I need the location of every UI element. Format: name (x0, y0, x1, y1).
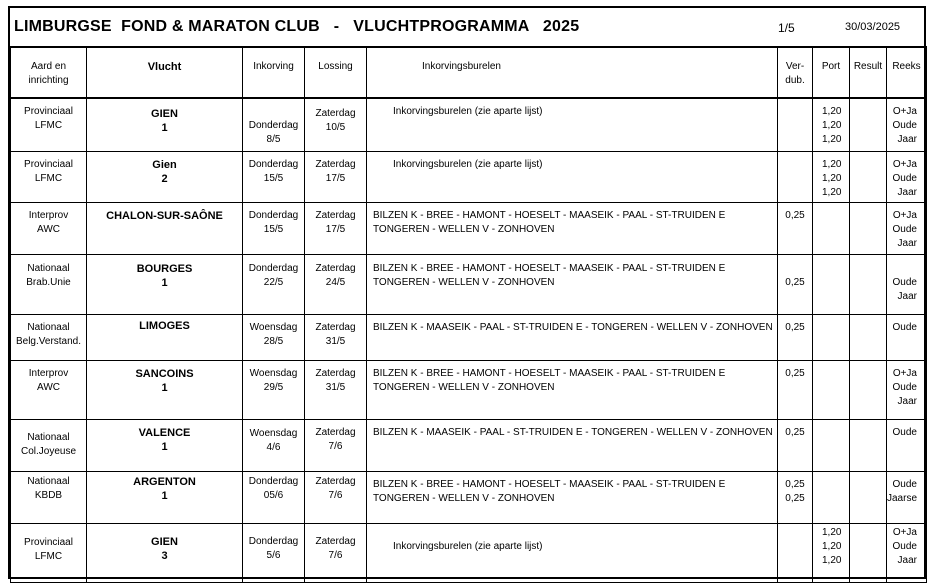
cell-burelen-line: TONGEREN - WELLEN V - ZONHOVEN (373, 224, 555, 235)
cell-reeks-line: O+Ja (892, 210, 917, 221)
cell-port (813, 152, 850, 203)
cell-lossing-line: Zaterdag (315, 427, 356, 438)
cell-aard (11, 420, 87, 472)
cell-vlucht-line: SANCOINS (135, 368, 194, 380)
cell-inkorving (243, 255, 305, 315)
cell-port-line: 1,20 (822, 105, 842, 117)
cell-burelen-line: BILZEN K - MAASEIK - PAAL - ST-TRUIDEN E - TONGEREN - WELLEN V - ZONHOVEN (373, 322, 773, 333)
cell-burelen (367, 203, 778, 255)
cell-burelen-line: BILZEN K - MAASEIK - PAAL - ST-TRUIDEN E - TONGEREN - WELLEN V - ZONHOVEN (373, 427, 773, 438)
cell-verdub (778, 152, 813, 203)
cell-verdub (778, 420, 813, 472)
cell-verdub-line (778, 262, 812, 276)
cell-reeks-line: Oude (892, 382, 917, 393)
cell-vlucht (87, 152, 243, 203)
table-row (11, 203, 927, 255)
cell-reeks (887, 203, 927, 255)
cell-reeks-line: Jaar (897, 133, 917, 145)
cell-reeks-line: O+Ja (892, 527, 917, 538)
cell-aard-line: Nationaal (27, 322, 70, 333)
cell-verdub (778, 315, 813, 361)
cell-aard (11, 203, 87, 255)
page-number: 1/5 (778, 21, 795, 35)
cell-verdub (778, 98, 813, 152)
document-date: 30/03/2025 (845, 21, 901, 33)
cell-reeks-line: Jaar (897, 238, 917, 249)
cell-port-line: 1,20 (822, 133, 842, 145)
cell-vlucht-line: VALENCE (138, 427, 191, 439)
cell-burelen-line: Inkorvingsburelen (zie aparte lijst) (393, 541, 543, 552)
cell-inkorving-line: 22/5 (263, 277, 284, 288)
col-vlucht: Vlucht (87, 47, 243, 98)
cell-aard-line: LFMC (34, 173, 63, 184)
cell-aard-line: AWC (37, 382, 60, 393)
cell-lossing-line: Zaterdag (315, 322, 356, 333)
cell-aard-line: Interprov (28, 368, 69, 379)
table-row (11, 152, 927, 203)
title-bar (10, 8, 924, 48)
cell-reeks-line: Jaar (897, 291, 917, 302)
cell-aard (11, 315, 87, 361)
cell-inkorving (243, 98, 305, 152)
cell-reeks-line: Jaar (897, 396, 917, 407)
cell-lossing-line: 24/5 (325, 277, 346, 288)
cell-vlucht-line: Gien (152, 159, 177, 171)
cell-lossing-line: 17/5 (325, 224, 346, 235)
cell-vlucht-line: 1 (161, 490, 168, 502)
cell-lossing (305, 361, 367, 420)
cell-aard-line: Interprov (28, 210, 69, 221)
col-reeks: Reeks (887, 47, 927, 98)
cell-vlucht-line: 2 (161, 173, 168, 185)
cell-vlucht-line: 3 (161, 550, 168, 562)
cell-aard-line: Col.Joyeuse (20, 446, 77, 457)
table-row (11, 98, 927, 152)
cell-inkorving-line: Donderdag (248, 159, 299, 170)
cell-burelen-line: TONGEREN - WELLEN V - ZONHOVEN (373, 493, 555, 504)
cell-result (850, 420, 887, 472)
cell-reeks (887, 524, 927, 583)
cell-result (850, 361, 887, 420)
cell-inkorving (243, 315, 305, 361)
cell-lossing-line: 31/5 (325, 336, 346, 347)
cell-port-line: 1,20 (822, 187, 842, 198)
cell-aard-line: LFMC (34, 551, 63, 562)
table-row (11, 361, 927, 420)
cell-lossing (305, 98, 367, 152)
cell-verdub (778, 203, 813, 255)
cell-result (850, 472, 887, 524)
cell-port-line: 1,20 (822, 541, 842, 552)
cell-inkorving (243, 152, 305, 203)
col-verdub-line1: Ver- (785, 61, 805, 72)
cell-verdub-line: 0,25 (785, 368, 805, 379)
cell-vlucht (87, 361, 243, 420)
col-port: Port (813, 47, 850, 98)
col-aard-line2: inrichting (28, 75, 69, 86)
cell-lossing-line: Zaterdag (315, 476, 356, 487)
cell-vlucht-line: GIEN (151, 107, 178, 120)
table-row (11, 472, 927, 524)
cell-aard-line: Provinciaal (24, 159, 73, 170)
cell-burelen (367, 472, 778, 524)
cell-verdub-line: 0,25 (785, 210, 805, 221)
cell-result (850, 315, 887, 361)
cell-reeks-line: Oude (892, 224, 917, 235)
cell-reeks-line: Jaar (897, 187, 917, 198)
col-verdub-line2: dub. (785, 75, 805, 86)
cell-aard (11, 472, 87, 524)
cell-burelen-line: Inkorvingsburelen (zie aparte lijst) (393, 105, 543, 117)
cell-vlucht-line: 1 (161, 382, 168, 394)
cell-lossing-line: Zaterdag (315, 210, 356, 221)
cell-vlucht (87, 98, 243, 152)
cell-vlucht-line: 1 (161, 441, 168, 453)
cell-vlucht-line: GIEN (151, 536, 178, 548)
cell-lossing (305, 472, 367, 524)
cell-verdub (778, 472, 813, 524)
cell-reeks-line: Oude (892, 173, 917, 184)
table-row (11, 524, 927, 583)
cell-aard-line: AWC (37, 224, 60, 235)
cell-inkorving-line: Donderdag (248, 210, 299, 221)
cell-result (850, 524, 887, 583)
cell-burelen-line: BILZEN K - BREE - HAMONT - HOESELT - MAASEIK - PAAL - ST-TRUIDEN E (373, 479, 726, 490)
cell-port-line: 1,20 (822, 527, 842, 538)
cell-burelen (367, 152, 778, 203)
cell-verdub (778, 361, 813, 420)
cell-inkorving (243, 361, 305, 420)
cell-lossing-line: 7/6 (328, 490, 343, 501)
cell-lossing (305, 203, 367, 255)
cell-reeks (887, 152, 927, 203)
cell-lossing (305, 524, 367, 583)
cell-result (850, 203, 887, 255)
cell-aard-line: LFMC (34, 119, 63, 131)
cell-burelen-line: BILZEN K - BREE - HAMONT - HOESELT - MAASEIK - PAAL - ST-TRUIDEN E (373, 263, 726, 274)
cell-reeks (887, 361, 927, 420)
table-row (11, 255, 927, 315)
col-inkorving: Inkorving (243, 47, 305, 98)
col-aard-line1: Aard en (30, 61, 67, 72)
cell-verdub (778, 255, 813, 315)
cell-vlucht-line: 1 (161, 121, 168, 134)
cell-aard (11, 98, 87, 152)
cell-lossing-line: Zaterdag (315, 107, 356, 119)
flight-schedule-table (10, 46, 927, 583)
cell-burelen-line: TONGEREN - WELLEN V - ZONHOVEN (373, 277, 555, 288)
col-burelen: Inkorvingsburelen (367, 47, 778, 98)
cell-inkorving-line: Donderdag (248, 476, 299, 487)
cell-burelen-line: TONGEREN - WELLEN V - ZONHOVEN (373, 382, 555, 393)
cell-verdub-line: 0,25 (785, 277, 805, 288)
cell-reeks-line: Oude (892, 322, 917, 333)
cell-aard (11, 255, 87, 315)
cell-vlucht-line: CHALON-SUR-SAÔNE (106, 210, 223, 222)
cell-aard-line: Nationaal (27, 476, 70, 487)
cell-reeks (887, 98, 927, 152)
cell-port (813, 361, 850, 420)
cell-vlucht (87, 472, 243, 524)
cell-lossing (305, 420, 367, 472)
cell-burelen (367, 361, 778, 420)
cell-vlucht-line: ARGENTON (133, 476, 196, 488)
cell-verdub (778, 524, 813, 583)
cell-port (813, 315, 850, 361)
cell-vlucht (87, 255, 243, 315)
cell-reeks-line: Jaarse (887, 493, 918, 504)
cell-vlucht (87, 315, 243, 361)
table-row (11, 420, 927, 472)
cell-verdub-line: 0,25 (785, 322, 805, 333)
cell-inkorving-line: 5/6 (266, 550, 281, 561)
cell-burelen (367, 524, 778, 583)
cell-burelen-line: BILZEN K - BREE - HAMONT - HOESELT - MAASEIK - PAAL - ST-TRUIDEN E (373, 210, 726, 221)
schedule-body (11, 98, 927, 583)
cell-inkorving-line: Donderdag (248, 263, 299, 274)
cell-lossing-line: Zaterdag (315, 368, 356, 379)
cell-inkorving-line: Woensdag (249, 368, 298, 379)
cell-vlucht (87, 420, 243, 472)
program-page (8, 6, 926, 579)
cell-burelen (367, 420, 778, 472)
cell-aard (11, 361, 87, 420)
cell-reeks (887, 255, 927, 315)
cell-port-line: 1,20 (822, 119, 842, 131)
cell-reeks-line: Jaar (897, 555, 917, 566)
col-aard (11, 47, 87, 98)
cell-inkorving-line: 05/6 (263, 490, 284, 501)
cell-port (813, 98, 850, 152)
cell-aard-line: Belg.Verstand. (15, 336, 82, 347)
cell-vlucht-line: LIMOGES (139, 320, 190, 332)
cell-reeks-line: Oude (892, 479, 917, 490)
header-row (11, 47, 927, 98)
cell-inkorving (243, 420, 305, 472)
cell-port (813, 524, 850, 583)
cell-reeks-line: Oude (892, 427, 917, 438)
col-lossing: Lossing (305, 47, 367, 98)
cell-inkorving-line: Donderdag (248, 536, 299, 547)
cell-vlucht (87, 203, 243, 255)
cell-port (813, 420, 850, 472)
cell-aard (11, 152, 87, 203)
cell-burelen-line: Inkorvingsburelen (zie aparte lijst) (393, 159, 543, 170)
cell-vlucht-line: BOURGES (136, 263, 193, 275)
cell-lossing (305, 255, 367, 315)
cell-port (813, 203, 850, 255)
cell-verdub-line: 0,25 (785, 427, 805, 438)
cell-inkorving-line: Woensdag (249, 428, 298, 439)
cell-port (813, 255, 850, 315)
cell-result (850, 152, 887, 203)
cell-reeks-line: O+Ja (892, 368, 917, 379)
cell-lossing-line: 7/6 (328, 441, 343, 452)
cell-burelen (367, 315, 778, 361)
col-verdub (778, 47, 813, 98)
cell-inkorving (243, 472, 305, 524)
cell-lossing-line: 31/5 (325, 382, 346, 393)
cell-lossing-line: Zaterdag (315, 159, 356, 170)
cell-inkorving-line: Woensdag (249, 322, 298, 333)
cell-aard-line: Nationaal (27, 432, 70, 443)
cell-inkorving-line: 15/5 (263, 224, 284, 235)
cell-lossing-line: 10/5 (325, 121, 346, 133)
cell-inkorving-line: 4/6 (266, 442, 281, 453)
cell-port-line: 1,20 (822, 555, 842, 566)
cell-verdub-line: 0,25 (785, 493, 805, 504)
cell-reeks-line: Oude (892, 541, 917, 552)
cell-lossing (305, 315, 367, 361)
cell-aard-line: Nationaal (27, 263, 70, 274)
cell-reeks-line: Oude (892, 277, 917, 288)
cell-port-line: 1,20 (822, 173, 842, 184)
cell-lossing (305, 152, 367, 203)
cell-burelen (367, 98, 778, 152)
cell-port (813, 472, 850, 524)
cell-port-line: 1,20 (822, 159, 842, 170)
cell-lossing-line: 7/6 (328, 550, 343, 561)
cell-inkorving (243, 524, 305, 583)
cell-burelen-line: BILZEN K - BREE - HAMONT - HOESELT - MAASEIK - PAAL - ST-TRUIDEN E (373, 368, 726, 379)
cell-result (850, 98, 887, 152)
cell-aard-line: Provinciaal (24, 537, 73, 548)
cell-reeks (887, 420, 927, 472)
cell-inkorving-line: 29/5 (263, 382, 284, 393)
cell-reeks-line: O+Ja (892, 159, 917, 170)
col-result: Result (850, 47, 887, 98)
cell-reeks-line: O+Ja (892, 105, 917, 117)
cell-inkorving-line: Donderdag (248, 119, 299, 131)
cell-lossing-line: Zaterdag (315, 536, 356, 547)
cell-reeks (887, 472, 927, 524)
cell-lossing-line: Zaterdag (315, 263, 356, 274)
cell-burelen (367, 255, 778, 315)
cell-aard-line: KBDB (34, 490, 63, 501)
table-row (11, 315, 927, 361)
cell-vlucht-line: 1 (161, 277, 168, 289)
cell-aard-line: Provinciaal (24, 105, 73, 117)
cell-reeks-line: Oude (892, 119, 917, 131)
cell-verdub-line: 0,25 (785, 479, 805, 490)
cell-inkorving-line: 15/5 (263, 173, 284, 184)
cell-reeks-line (887, 262, 917, 276)
cell-result (850, 255, 887, 315)
cell-inkorving (243, 203, 305, 255)
cell-lossing-line: 17/5 (325, 173, 346, 184)
cell-aard (11, 524, 87, 583)
cell-inkorving-line: 8/5 (266, 133, 281, 145)
cell-inkorving-line: 28/5 (263, 336, 284, 347)
cell-aard-line: Brab.Unie (26, 277, 71, 288)
cell-vlucht (87, 524, 243, 583)
page-title: LIMBURGSE FOND & MARATON CLUB - VLUCHTPROGRAMMA 2025 (14, 18, 580, 35)
cell-reeks (887, 315, 927, 361)
